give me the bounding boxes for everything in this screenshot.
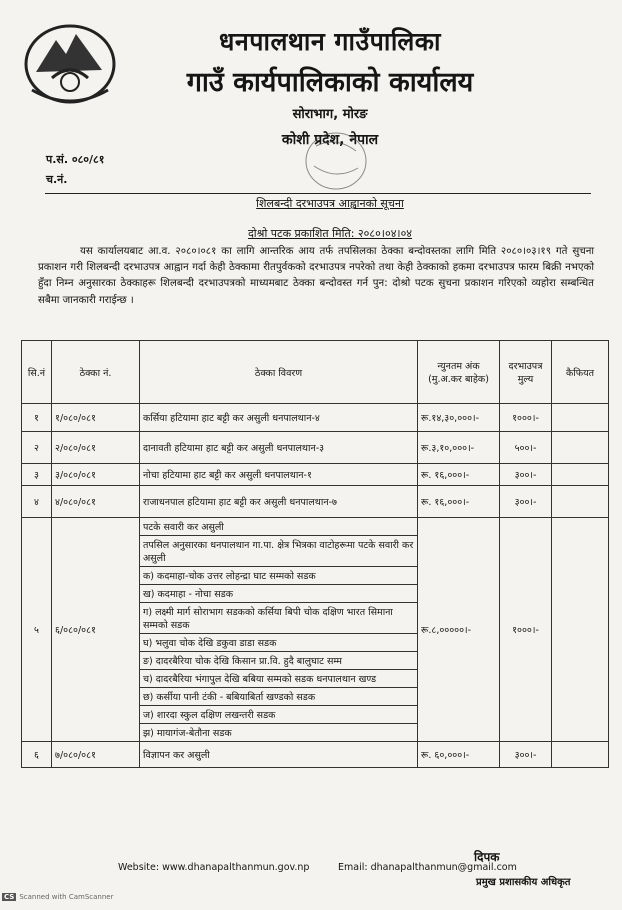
notice-publish-date: दोश्रो पटक प्रकाशित मिति: २०८०।०४।०४	[247, 227, 413, 240]
cell-sn: ६	[22, 742, 52, 768]
cell-remark	[552, 404, 609, 432]
cell-bid-price: ३००।-	[500, 486, 552, 518]
office-location: सोराभाग, मोरङ	[292, 107, 368, 122]
cell-sn: ४	[22, 486, 52, 518]
table-row	[22, 518, 609, 742]
camscanner-logo-icon: CS	[4, 893, 15, 901]
cell-min-amount: रू.१४,३०,०००।-	[418, 404, 500, 432]
cell-description: राजाधनपाल हटियामा हाट बट्टी कर असुली धनपालथान-७	[140, 486, 418, 518]
table-row	[22, 404, 609, 432]
col-header-bid-price: दरभाउपत्र मुल्य	[500, 341, 552, 404]
cell-sn: ५	[22, 518, 52, 742]
cell-contract-no: २/०८०/०८१	[52, 432, 140, 464]
cell-description: दानावती हटियामा हाट बट्टी कर असुली धनपालथान-३	[140, 432, 418, 464]
col-header-sn: सि.नं	[22, 341, 52, 404]
cell-remark	[552, 486, 609, 518]
cell-min-amount: रू. ६०,०००।-	[418, 742, 500, 768]
office-name: गाउँ कार्यपालिकाको कार्यालय	[186, 67, 474, 98]
cell-bid-price: ५००।-	[500, 432, 552, 464]
table-header-row	[22, 341, 609, 404]
list-item: च) दादरबैरिया भंगापुल देखि बबिया सम्मको सडक धनपालथान खण्ड	[140, 669, 417, 687]
cell-contract-no: ४/०८०/०८१	[52, 486, 140, 518]
cell-min-amount: रू. १६,०००।-	[418, 464, 500, 486]
col-header-contract-no: ठेक्का नं.	[52, 341, 140, 404]
letter-reference-number: प.सं. ०८०/८१	[46, 153, 105, 166]
office-stamp-icon	[296, 126, 376, 196]
cell-sn: २	[22, 432, 52, 464]
list-item: क) कदमाहा-चोक उत्तर लोहन्द्रा घाट सम्मको सडक	[140, 566, 417, 584]
notice-body: यस कार्यालयबाट आ.व. २०८०।०८१ का लागि आन्तरिक आय तर्फ तपसिलका ठेक्का बन्दोवस्तका लागि मिति २०८०।०३।१९ गते सुचना प्रकाशन गरी शिलबन्दी दरभाउपत्र आह्वान गर्दा केही ठेक्कामा रीतपुर्वकको दरभाउपत्र नपरेको तथा केही ठेक्काको हकमा दरभाउपत्र फारम बिक्री नभएको हुँदा निम्न अनुसारका ठेक्काहरू शिलबन्दी दरभाउपत्रको माध्यमबाट ठेक्का बन्दोवस्त गर्न पुन: दोश्रो पटक सुचना प्रकाशन गरिएको व्यहोरा सम्बन्धित सबैमा जानकारी गराईन्छ ।	[38, 246, 594, 306]
header-divider	[45, 193, 591, 194]
municipality-name: धनपालथान गाउँपालिका	[219, 27, 441, 56]
cell-description: विज्ञापन कर असुली	[140, 742, 418, 768]
province-name: कोशी प्रदेश, नेपाल	[281, 132, 379, 148]
signature-title: प्रमुख प्रशासकीय अधिकृत	[476, 877, 571, 888]
government-emblem-icon	[22, 20, 118, 106]
cell-description-list	[140, 518, 418, 742]
cell-contract-no: ३/०८०/०८१	[52, 464, 140, 486]
col-header-description: ठेक्का विवरण	[140, 341, 418, 404]
scanner-watermark	[2, 893, 113, 901]
cell-description: कर्सिया हटियामा हाट बट्टी कर असुली धनपालथान-४	[140, 404, 418, 432]
cell-contract-no: १/०८०/०८१	[52, 404, 140, 432]
cell-min-amount: रू.३,१०,०००।-	[418, 432, 500, 464]
cell-sn: ३	[22, 464, 52, 486]
list-item: घ) भलुवा चोक देखि डकुवा डाडा सडक	[140, 633, 417, 651]
col-header-remarks: कैफियत	[552, 341, 609, 404]
signature-name: दिपक	[474, 850, 500, 864]
list-item: ज) शारदा स्कुल दक्षिण लखन्तरी सडक	[140, 705, 417, 723]
list-item: छ) कर्सीया पानी टंकी - बबियाबिर्ता खण्डको सडक	[140, 687, 417, 705]
cell-min-amount: रू.८,०००००।-	[418, 518, 500, 742]
cell-bid-price: १०००।-	[500, 404, 552, 432]
cell-contract-no: ७/०८०/०८१	[52, 742, 140, 768]
cell-description: नोचा हटियामा हाट बट्टी कर असुली धनपालथान-१	[140, 464, 418, 486]
list-item: पटके सवारी कर असुली	[143, 522, 224, 533]
cell-sn: १	[22, 404, 52, 432]
cell-remark	[552, 742, 609, 768]
list-item: ख) कदमाहा - नोचा सडक	[140, 584, 417, 602]
tender-table	[21, 340, 609, 768]
cell-remark	[552, 464, 609, 486]
list-item: ग) लक्ष्मी मार्ग सोराभाग सडकको कर्सिया बिपी चोक दक्षिण भारत सिमाना सम्मको सडक	[140, 602, 417, 633]
list-item: तपसिल अनुसारका धनपालथान गा.पा. क्षेत्र भित्रका वाटोहरूमा पटके सवारी कर असुली	[140, 535, 417, 566]
dispatch-number: च.नं.	[46, 173, 68, 186]
table-row	[22, 486, 609, 518]
list-item: ङ) दादरबैरिया चोक देखि किसान प्रा.वि. हुदै बालुघाट सम्म	[140, 651, 417, 669]
table-row	[22, 464, 609, 486]
cell-bid-price: १०००।-	[500, 518, 552, 742]
footer-website: Website: www.dhanapalthanmun.gov.np	[118, 862, 310, 873]
cell-bid-price: ३००।-	[500, 464, 552, 486]
cell-contract-no: ६/०८०/०८१	[52, 518, 140, 742]
cell-remark	[552, 432, 609, 464]
notice-title: शिलबन्दी दरभाउपत्र आह्वानको सूचना	[256, 197, 404, 210]
cell-remark	[552, 518, 609, 742]
table-row	[22, 742, 609, 768]
cell-min-amount: रू. १६,०००।-	[418, 486, 500, 518]
col-header-min-amount: न्युनतम अंक (मु.अ.कर बाहेक)	[418, 341, 500, 404]
cell-bid-price: ३००।-	[500, 742, 552, 768]
footer-email: Email: dhanapalthanmun@gmail.com	[338, 862, 517, 873]
table-row	[22, 432, 609, 464]
scanner-label: Scanned with CamScanner	[19, 893, 114, 901]
list-item: झ) मायागंज-बेतौना सडक	[140, 723, 417, 741]
